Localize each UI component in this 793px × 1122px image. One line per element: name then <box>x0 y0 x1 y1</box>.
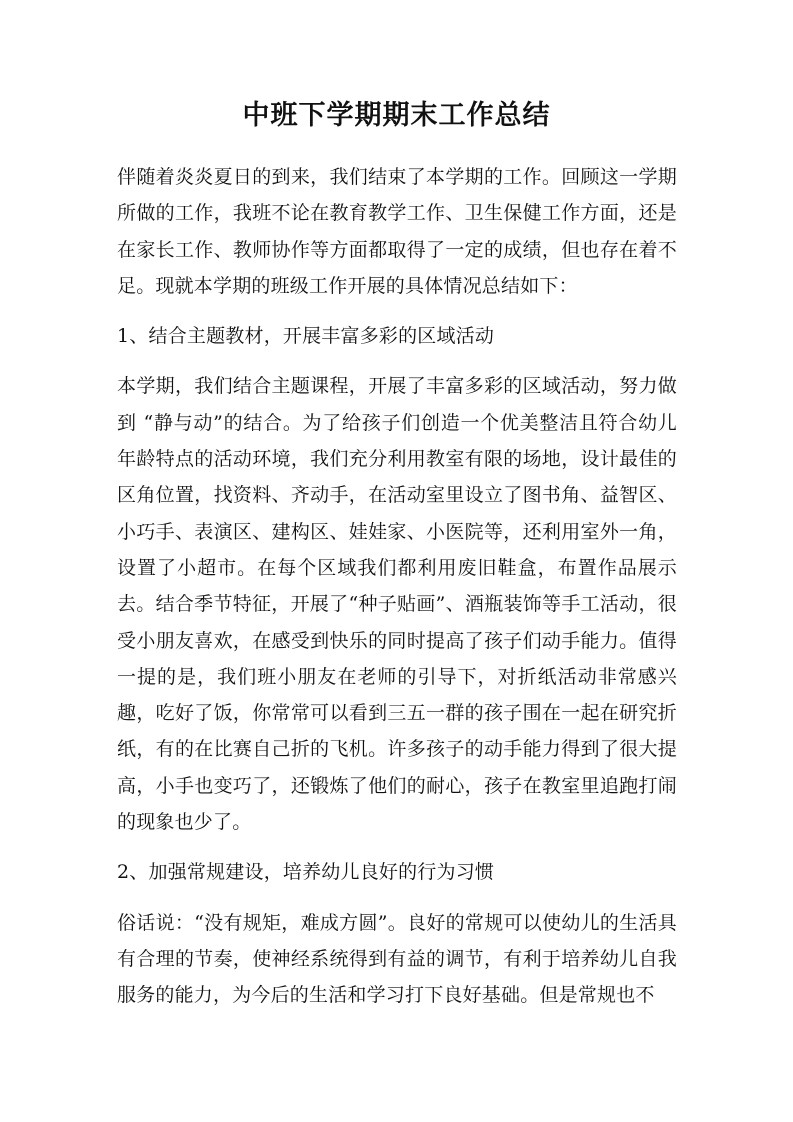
intro-paragraph: 伴随着炎炎夏日的到来，我们结束了本学期的工作。回顾这一学期所做的工作，我班不论在教育教学工作、卫生保健工作方面，还是在家长工作、教师协作等方面都取得了一定的成绩，但也存在着不足。现就本学期的班级工作开展的具体情况总结如下： <box>117 166 677 297</box>
section-1-paragraph: 本学期，我们结合主题课程，开展了丰富多彩的区域活动，努力做到 “静与动”的结合。为了给孩子们创造一个优美整洁且符合幼儿年龄特点的活动环境，我们充分利用教室有限的场地，设计最佳的区角位置，找资料、齐动手，在活动室里设立了图书角、益智区、小巧手、表演区、建构区、娃娃家、小医院等，还利用室外一角，设置了小超市。在每个区域我们都利用废旧鞋盒，布置作品展示去。结合季节特征，开展了“种子贴画”、酒瓶装饰等手工活动，很受小朋友喜欢，在感受到快乐的同时提高了孩子们动手能力。值得一提的是，我们班小朋友在老师的引导下，对折纸活动非常感兴趣，吃好了饭，你常常可以看到三五一群的孩子围在一起在研究折纸，有的在比赛自己折的飞机。许多孩子的动手能力得到了很大提高，小手也变巧了，还锻炼了他们的耐心，孩子在教室里追跑打闹的现象也少了。 <box>117 375 677 834</box>
section-2-paragraph: 俗话说：“没有规矩，难成方圆”。良好的常规可以使幼儿的生活具有合理的节奏，使神经系统得到有益的调节，有利于培养幼儿自我服务的能力，为今后的生活和学习打下良好基础。但是常规也不 <box>117 911 677 1007</box>
section-heading-1: 1、结合主题教材，开展丰富多彩的区域活动 <box>117 325 495 348</box>
section-heading-2: 2、加强常规建设，培养幼儿良好的行为习惯 <box>117 861 495 884</box>
document-body <box>117 159 677 1014</box>
document-title: 中班下学期期末工作总结 <box>242 100 551 131</box>
